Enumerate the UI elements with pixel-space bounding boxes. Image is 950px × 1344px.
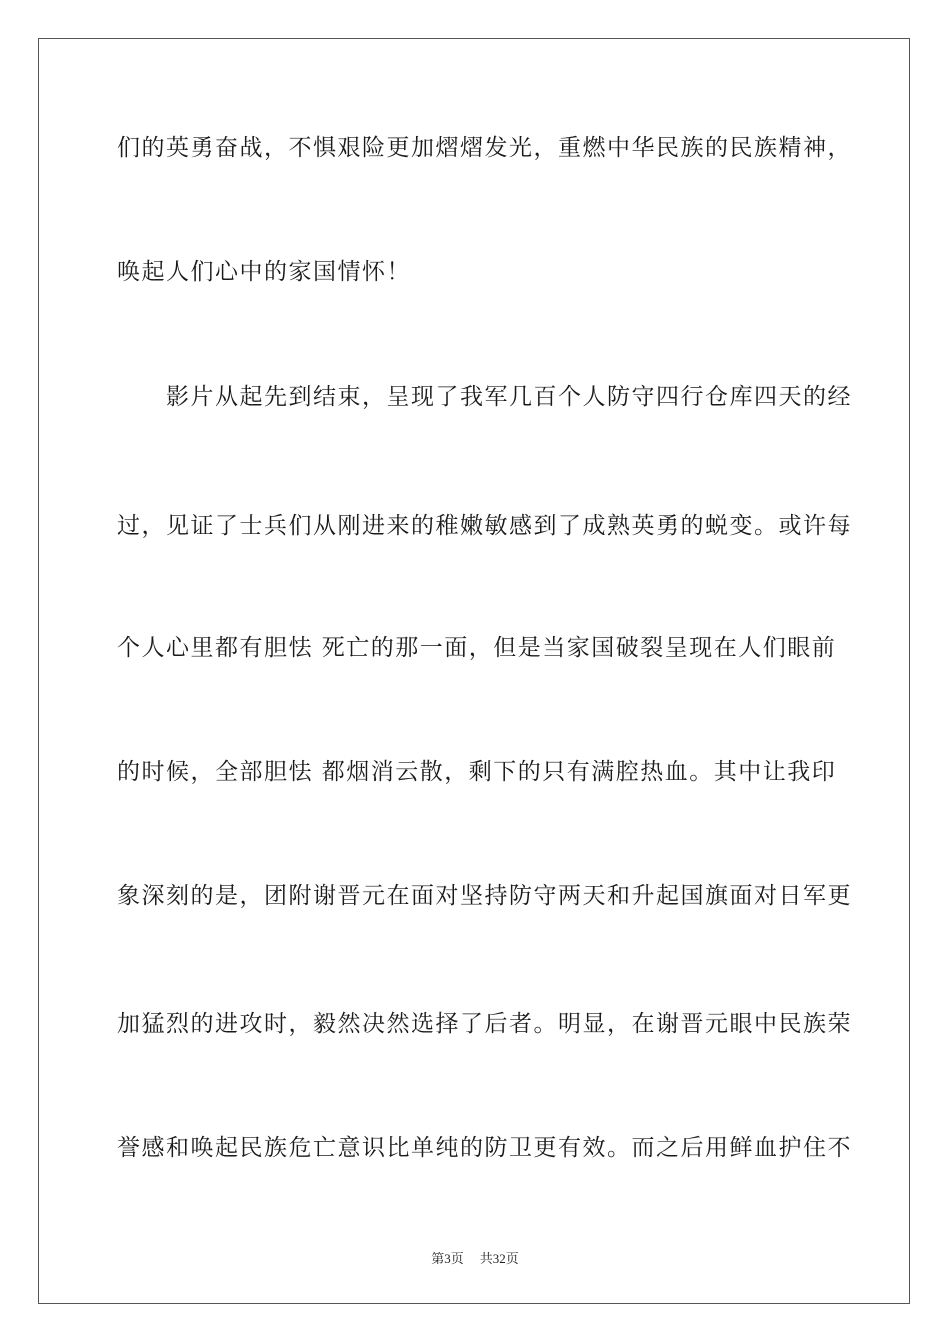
- body-text-line: 唤起人们心中的家国情怀！: [117, 259, 411, 285]
- body-text-line: 们的英勇奋战，不惧艰险更加熠熠发光，重燃中华民族的民族精神，: [117, 135, 852, 161]
- body-text-line: 过，见证了士兵们从刚进来的稚嫩敏感到了成熟英勇的蜕变。或许每: [117, 513, 852, 539]
- page-total: 共32页: [479, 1251, 519, 1266]
- page-frame: [38, 38, 910, 1304]
- body-text-line: 象深刻的是，团附谢晋元在面对坚持防守两天和升起国旗面对日军更: [117, 883, 852, 909]
- body-text-line: 加猛烈的进攻时，毅然决然选择了后者。明显，在谢晋元眼中民族荣: [117, 1011, 852, 1037]
- page-number: 第3页: [431, 1251, 464, 1266]
- body-text-line: 影片从起先到结束，呈现了我军几百个人防守四行仓库四天的经: [117, 384, 852, 410]
- body-text-line: 誉感和唤起民族危亡意识比单纯的防卫更有效。而之后用鲜血护住不: [117, 1135, 852, 1161]
- body-text-line: 的时候，全部胆怯 都烟消云散，剩下的只有满腔热血。其中让我印: [117, 759, 837, 785]
- page-footer: [0, 1248, 950, 1267]
- body-text-line: 个人心里都有胆怯 死亡的那一面，但是当家国破裂呈现在人们眼前: [117, 635, 837, 661]
